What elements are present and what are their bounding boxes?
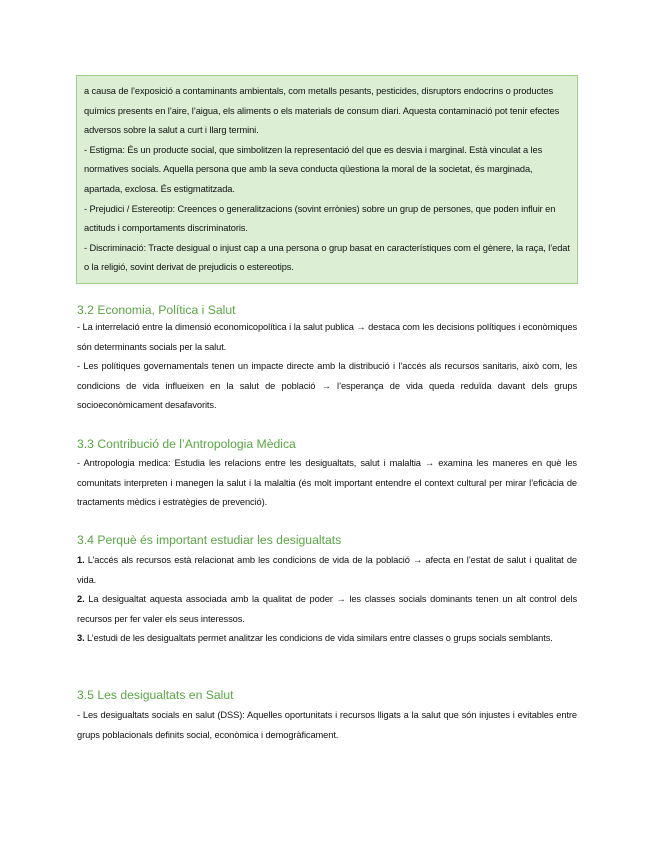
green-callout-box bbox=[76, 75, 578, 284]
section-heading-3-5: 3.5 Les desigualtats en Salut bbox=[77, 688, 234, 702]
section-3-3-paragraph-1: - Antropologia medica: Estudia les relacions entre les desigualtats, salut i malaltia → examina les maneres en què les comunitats interpreten i manegen la salut i la malaltia (és molt important entendre el context cultural per mirar l’eficàcia de tractaments mèdics i estratègies de prevenció). bbox=[77, 458, 577, 508]
section-heading-3-4: 3.4 Perquè és important estudiar les desigualtats bbox=[77, 533, 342, 547]
item-text: L’estudi de les desigualtats permet analitzar les condicions de vida similars entre classes o grups socials semblants. bbox=[84, 633, 553, 643]
item-text: La desigualtat aquesta associada amb la qualitat de poder → les classes socials dominants tenen un alt control dels recursos per fer valer els seus interessos. bbox=[77, 594, 577, 624]
callout-discriminacio: - Discriminació: Tracte desigual o injust cap a una persona o grup basat en característiques com el gènere, la raça, l’edat o la religió, sovint derivat de prejudicis o estereotips. bbox=[84, 242, 570, 273]
section-heading-3-3: 3.3 Contribució de l’Antropologia Mèdica bbox=[77, 437, 296, 451]
section-3-5-paragraph-1: - Les desigualtats socials en salut (DSS): Aquelles oportunitats i recursos lligats a la salut que són injustes i evitables entre grups poblacionals definits social, econòmica i demogràficament. bbox=[77, 710, 577, 740]
section-3-4-item-3 bbox=[77, 629, 577, 649]
item-text: L’accés als recursos està relacionat amb les condicions de vida de la població → afecta en l’estat de salut i qualitat de vida. bbox=[77, 555, 577, 585]
callout-prejudici: - Prejudici / Estereotip: Creences o generalitzacions (sovint errònies) sobre un grup de persones, que poden influir en actituds i comportaments discriminatoris. bbox=[84, 203, 556, 234]
section-heading-3-2: 3.2 Economia, Política i Salut bbox=[77, 303, 236, 317]
callout-estigma: - Estigma: És un producte social, que simbolitzen la representació del que es desvia i marginal. Està vinculat a les normatives socials. Aquella persona que amb la seva conducta qüestiona la moral de la societat, és marginada, apartada, exclosa. És estigmatitzada. bbox=[84, 144, 543, 194]
callout-intro: a causa de l’exposició a contaminants ambientals, com metalls pesants, pesticides, disruptors endocrins o productes químics presents en l’aire, l’aigua, els aliments o els materials de consum diari. Aquesta contaminació pot tenir efectes adversos sobre la salut a curt i llarg termini. bbox=[84, 86, 560, 136]
section-3-2-paragraph-1: - La interrelació entre la dimensió economicopolítica i la salut publica → destaca com les decisions polítiques i econòmiques són determinants socials per la salut. bbox=[77, 322, 577, 352]
section-3-4-item-2 bbox=[77, 590, 577, 629]
section-3-2-paragraph-2: - Les polítiques governamentals tenen un impacte directe amb la distribució i l’accés als recursos sanitaris, això com, les condicions de vida influeixen en la salut de població → l’esperança de vida queda reduïda davant dels grups socioeconòmicament desafavorits. bbox=[77, 361, 577, 411]
item-number: 1. bbox=[77, 555, 85, 565]
section-3-4-item-1 bbox=[77, 551, 577, 590]
item-number: 2. bbox=[77, 594, 85, 604]
item-number: 3. bbox=[77, 633, 85, 643]
